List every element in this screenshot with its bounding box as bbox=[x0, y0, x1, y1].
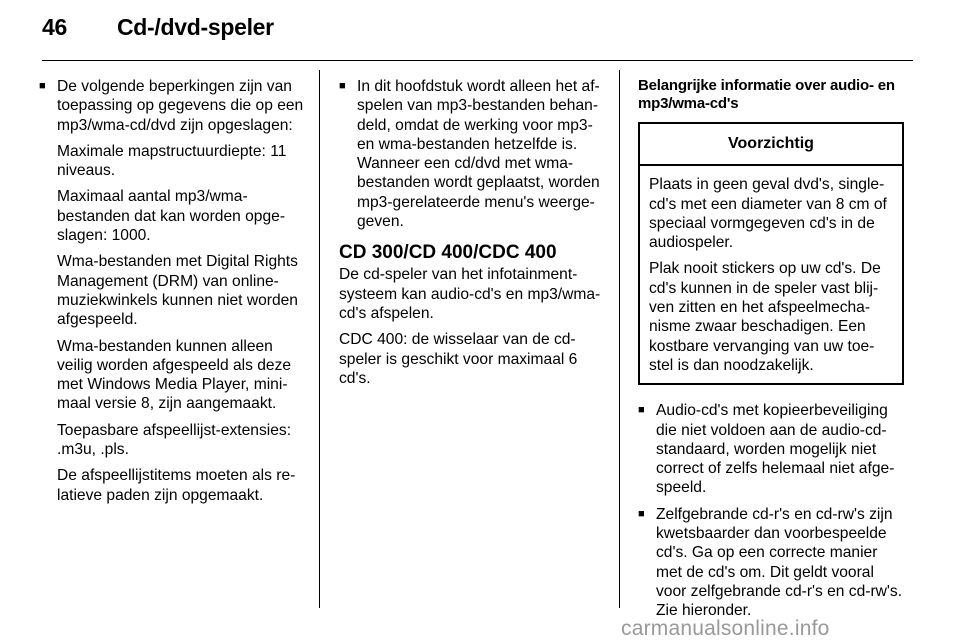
caution-box bbox=[638, 122, 904, 385]
restriction-item: Maximale mapstructuurdiepte: 11 niveaus. bbox=[57, 142, 287, 180]
page-header bbox=[0, 0, 960, 62]
sub-heading: Belangrijke informatie over audio- en mp3/wma-cd's bbox=[638, 77, 895, 112]
restriction-item: Wma-bestanden kunnen alleen veilig worden afgespeeld als deze met Windows Media Player, mini-maal versie 8, zijn aangemaakt. bbox=[57, 337, 292, 413]
restriction-item: Wma-bestanden met Digital Rights Management (DRM) van online-muziekwinkels kunnen niet worden afgespeeld. bbox=[57, 253, 298, 329]
restriction-item: Toepasbare afspeellijst-extensies: .m3u, .pls. bbox=[57, 421, 292, 459]
restriction-item: De afspeellijstitems moeten als re-latieve paden zijn opgemaakt. bbox=[57, 467, 296, 504]
cd-info-bullet: ■ Zelfgebrande cd-r's en cd-rw's zijn kwetsbaarder dan voorbespeelde cd's. Ga op een correcte manier met de cd's om. Dit geldt vooral voor zelfgebrande cd-r's en cd-rw's. Zie hieronder. bbox=[638, 505, 904, 621]
caution-paragraph: Plak nooit stickers op uw cd's. De cd's kunnen in de speler vast blij-ven zitten en het afspeelmecha-nisme zwaar beschadigen. Een kostbare vervanging van uw toe-stel is dan noodzakelijk. bbox=[649, 260, 881, 374]
header-divider bbox=[42, 60, 913, 61]
restrictions-bullet: ■ De volgende beperkingen zijn van toepassing op gegevens die op een mp3/wma-cd/dvd zijn opgeslagen: bbox=[39, 77, 305, 135]
column-divider-2 bbox=[619, 70, 620, 608]
page-title: Cd-/dvd-speler bbox=[117, 14, 274, 40]
chapter-note-bullet: ■ In dit hoofdstuk wordt alleen het af-spelen van mp3-bestanden behan-deld, omdat de werking voor mp3-en wma-bestanden hetzelfde is. Wanneer een cd/dvd met wma-bestanden wordt geplaatst, worden mp3-gerelateerde menu's weerge-geven. bbox=[339, 77, 605, 231]
column-3 bbox=[638, 77, 904, 628]
column-2 bbox=[339, 77, 605, 395]
cd-info-bullet: ■ Audio-cd's met kopieerbeveiliging die niet voldoen aan de audio-cd-standaard, worden mogelijk niet correct of zelfs helemaal niet afge-speeld. bbox=[638, 401, 904, 497]
column-divider-1 bbox=[319, 70, 320, 608]
section-heading: CD 300/CD 400/CDC 400 bbox=[339, 242, 557, 264]
watermark: carmanualsonline.info bbox=[621, 617, 830, 640]
column-1 bbox=[39, 77, 305, 512]
paragraph: CDC 400: de wisselaar van de cd-speler is geschikt voor maximaal 6 cd's. bbox=[339, 331, 578, 387]
caution-title: Voorzichtig bbox=[640, 124, 902, 166]
page-number: 46 bbox=[42, 14, 67, 40]
paragraph: De cd-speler van het infotainment-systeem kan audio-cd's en mp3/wma-cd's afspelen. bbox=[339, 266, 601, 322]
restriction-item: Maximaal aantal mp3/wma-bestanden dat kan worden opge-slagen: 1000. bbox=[57, 188, 286, 245]
caution-paragraph: Plaats in geen geval dvd's, single-cd's met een diameter van 8 cm of speciaal vormgegeven cd's in de audiospeler. bbox=[649, 176, 887, 252]
caution-body bbox=[640, 166, 902, 383]
